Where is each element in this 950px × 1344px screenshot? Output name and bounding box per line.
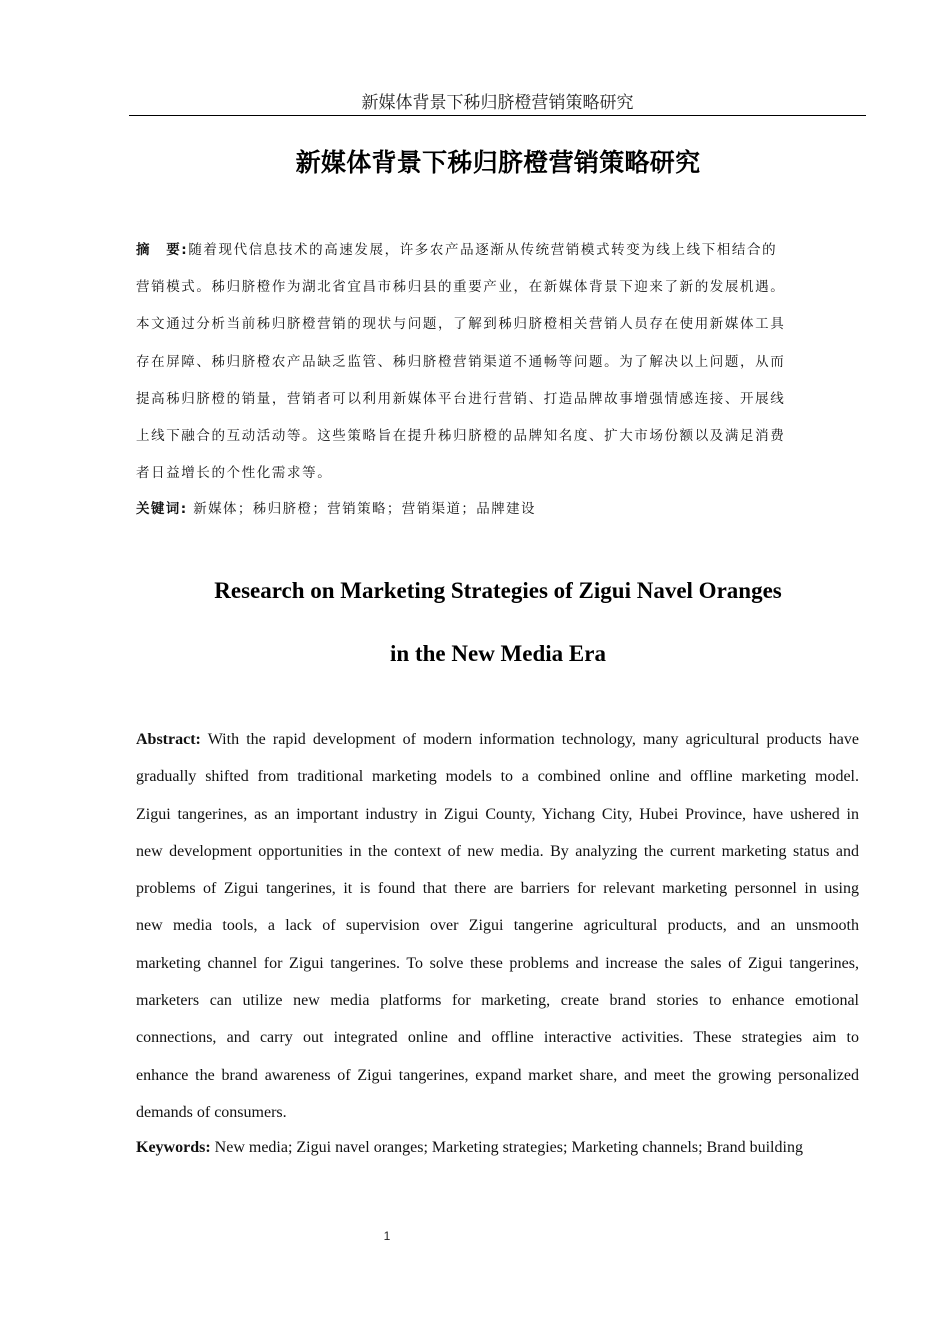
english-abstract-line [136,721,859,758]
english-abstract [136,721,859,1131]
chinese-abstract-line: 上线下融合的互动活动等。这些策略旨在提升秭归脐橙的品牌知名度、扩大市场份额以及满足消费 [136,428,786,445]
chinese-abstract [136,232,859,492]
english-abstract-line: marketers can utilize new media platforms for marketing, create brand stories to enhance emotional [136,992,859,1010]
english-abstract-line: demands of consumers. [136,1103,287,1121]
english-abstract-line: Zigui tangerines, as an important industry in Zigui County, Yichang City, Hubei Province, have ushered in [136,805,859,823]
chinese-abstract-text: 随着现代信息技术的高速发展，许多农产品逐渐从传统营销模式转变为线上线下相结合的 [188,242,778,258]
chinese-keywords-label: 关键词: [136,501,188,517]
chinese-abstract-line [136,232,859,269]
english-abstract-line: problems of Zigui tangerines, it is found that there are barriers for relevant marketing personnel in using [136,880,859,898]
running-header: 新媒体背景下秭归脐橙营销策略研究 [361,93,634,113]
chinese-abstract-line: 存在屏障、秭归脐橙农产品缺乏监管、秭归脐橙营销渠道不通畅等问题。为了解决以上问题，从而 [136,353,786,370]
chinese-abstract-line: 提高秭归脐橙的销量，营销者可以利用新媒体平台进行营销、打造品牌故事增强情感连接、开展线 [136,390,786,407]
chinese-keywords-text: 新媒体；秭归脐橙；营销策略；营销渠道；品牌建设 [193,501,536,517]
chinese-abstract-line: 营销模式。秭归脐橙作为湖北省宜昌市秭归县的重要产业，在新媒体背景下迎来了新的发展机遇。 [136,279,786,296]
english-abstract-line: new development opportunities in the context of new media. By analyzing the current marketing status and [136,842,859,860]
chinese-abstract-label: 摘 要: [136,242,189,258]
chinese-keywords [136,491,859,528]
english-abstract-line: enhance the brand awareness of Zigui tangerines, expand market share, and meet the growing personalized [136,1066,859,1084]
page-number: 1 [383,1229,391,1243]
chinese-abstract-line: 本文通过分析当前秭归脐橙营销的现状与问题，了解到秭归脐橙相关营销人员存在使用新媒体工具 [136,316,786,333]
english-abstract-line: gradually shifted from traditional marketing models to a combined online and offline marketing model. [136,768,859,786]
header-rule [129,115,866,116]
english-abstract-text: With the rapid development of modern information technology, many agricultural products have [207,731,859,748]
english-keywords-label: Keywords: [136,1139,211,1156]
english-title-line-2: in the New Media Era [390,641,606,666]
english-abstract-line: marketing channel for Zigui tangerines. To solve these problems and increase the sales of Zigui tangerines, [136,954,859,972]
english-title-line-1: Research on Marketing Strategies of Zigui Navel Oranges [214,578,782,603]
chinese-abstract-line: 者日益增长的个性化需求等。 [136,465,333,482]
chinese-title: 新媒体背景下秭归脐橙营销策略研究 [295,148,701,177]
english-abstract-label: Abstract: [136,731,201,748]
english-keywords-text: New media; Zigui navel oranges; Marketing strategies; Marketing channels; Brand building [214,1139,803,1156]
english-keywords [136,1129,859,1166]
english-abstract-line: connections, and carry out integrated online and offline interactive activities. These strategies aim to [136,1029,859,1047]
english-abstract-line: new media tools, a lack of supervision over Zigui tangerine agricultural products, and an unsmooth [136,917,859,935]
